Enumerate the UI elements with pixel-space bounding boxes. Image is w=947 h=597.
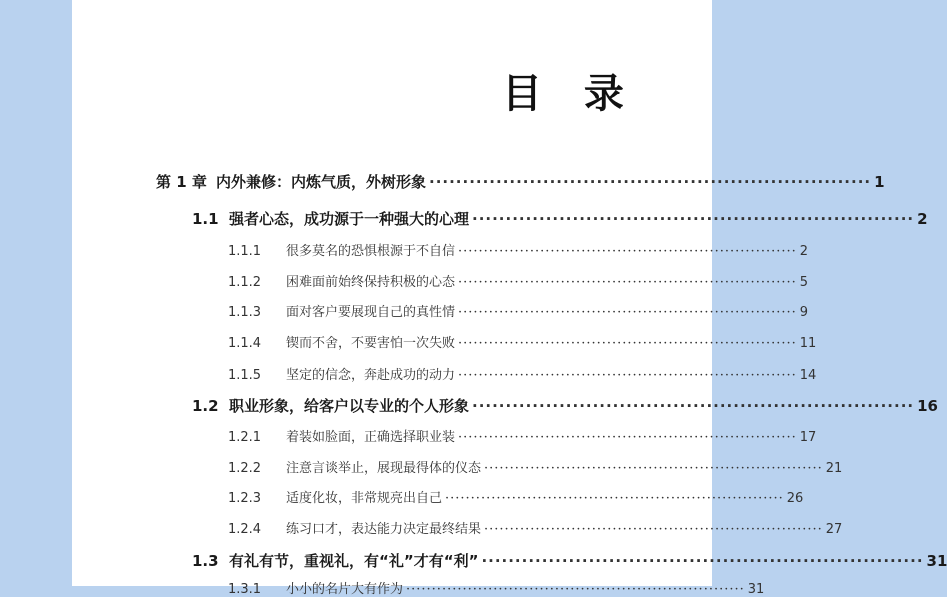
toc-text: 注意言谈举止，展现最得体的仪态: [286, 461, 482, 476]
toc-section-1-1: [192, 208, 928, 229]
toc-number: 1.2.3: [228, 491, 262, 506]
toc-text: 面对客户要展现自己的真性情: [286, 305, 456, 320]
toc-page: 11: [799, 336, 817, 351]
toc-subsection-1-2-2: [228, 457, 843, 476]
toc-leader: ··································································: [445, 491, 784, 506]
toc-leader: ··································································: [484, 461, 823, 476]
toc-text: 有礼有节，重视礼，有“礼”才有“利”: [229, 552, 479, 570]
toc-page: 5: [799, 275, 809, 290]
toc-page: 31: [747, 582, 765, 597]
toc-number: 1.2.4: [228, 522, 262, 537]
toc-subsection-1-1-1: [228, 240, 809, 259]
toc-text: 小小的名片大有作为: [286, 582, 404, 597]
toc-page: 26: [786, 491, 804, 506]
toc-subsection-1-2-3: [228, 487, 804, 506]
toc-subsection-1-1-3: [228, 301, 809, 320]
toc-subsection-1-2-4: [228, 518, 843, 537]
toc-leader: ··································································: [458, 275, 797, 290]
toc-page: 17: [799, 430, 817, 445]
book-page: [72, 0, 947, 597]
toc-number: 1.1.3: [228, 305, 262, 320]
toc-leader: ··································································: [472, 210, 915, 228]
toc-leader: ··································································: [458, 305, 797, 320]
toc-subsection-1-1-4: [228, 332, 817, 351]
toc-page: 2: [917, 210, 928, 228]
toc-page: 9: [799, 305, 809, 320]
toc-number: 1.3: [192, 552, 219, 570]
page-title: 目 录: [502, 71, 638, 117]
toc-page: 1: [874, 173, 885, 191]
toc-leader: ··································································: [472, 397, 915, 415]
toc-text: 适度化妆，非常规亮出自己: [286, 491, 443, 506]
toc-number: 1.1.5: [228, 368, 262, 383]
toc-text: 困难面前始终保持积极的心态: [286, 275, 456, 290]
toc-number: 1.2.1: [228, 430, 262, 445]
toc-number: 1.1.1: [228, 244, 262, 259]
toc-leader: ··································································: [458, 244, 797, 259]
toc-number: 1.1: [192, 210, 219, 228]
toc-page: 2: [799, 244, 809, 259]
toc-number: 1.2: [192, 397, 219, 415]
toc-page: 27: [825, 522, 843, 537]
toc-leader: ··································································: [484, 522, 823, 537]
toc-number: 1.1.2: [228, 275, 262, 290]
toc-number: 1.1.4: [228, 336, 262, 351]
toc-number: 1.2.2: [228, 461, 262, 476]
toc-number: 1.3.1: [228, 582, 262, 597]
toc-page: 16: [917, 397, 938, 415]
toc-text: 练习口才，表达能力决定最终结果: [286, 522, 482, 537]
toc-number: 第 1 章: [156, 173, 207, 191]
toc-leader: ··································································: [458, 336, 797, 351]
toc-text: 职业形象，给客户以专业的个人形象: [229, 397, 470, 415]
toc-text: 锲而不舍，不要害怕一次失败: [286, 336, 456, 351]
toc-chapter-1: [156, 171, 885, 192]
toc-text: 强者心态，成功源于一种强大的心理: [229, 210, 470, 228]
toc-subsection-1-1-2: [228, 271, 809, 290]
toc-subsection-1-1-5: [228, 364, 817, 383]
toc-section-1-2: [192, 395, 938, 416]
toc-section-1-3: [192, 550, 947, 571]
toc-page: 31: [926, 552, 947, 570]
toc-text: 坚定的信念，奔赴成功的动力: [286, 368, 456, 383]
toc-leader: ··································································: [429, 173, 872, 191]
toc-leader: ··································································: [406, 582, 745, 597]
toc-subsection-1-3-1: [228, 578, 765, 597]
toc-page: 14: [799, 368, 817, 383]
toc-subsection-1-2-1: [228, 426, 817, 445]
toc-leader: ··································································: [481, 552, 924, 570]
toc-leader: ··································································: [458, 368, 797, 383]
toc-leader: ··································································: [458, 430, 797, 445]
toc-text: 着装如脸面，正确选择职业装: [286, 430, 456, 445]
toc-page: 21: [825, 461, 843, 476]
toc-text: 内外兼修：内炼气质，外树形象: [216, 173, 427, 191]
toc-text: 很多莫名的恐惧根源于不自信: [286, 244, 456, 259]
